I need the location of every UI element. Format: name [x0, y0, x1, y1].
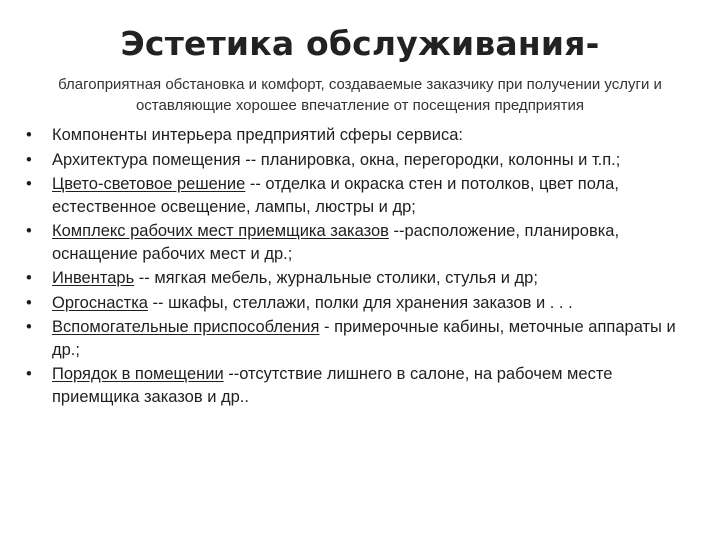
- item-text: Архитектура помещения -- планировка, окна, перегородки, колонны и т.п.;: [52, 150, 621, 169]
- item-text: -- мягкая мебель, журнальные столики, стулья и др;: [134, 269, 538, 287]
- item-term: Комплекс рабочих мест приемщика заказов: [52, 222, 389, 240]
- list-item: [20, 173, 700, 218]
- list-item: [20, 292, 700, 315]
- item-term: Цвето-световое решение: [52, 175, 246, 193]
- list-item: [20, 149, 700, 172]
- bullet-list: [20, 124, 700, 410]
- item-text: -- шкафы, стеллажи, полки для хранения заказов и . . .: [147, 293, 573, 312]
- list-item: [20, 363, 700, 408]
- item-term: Вспомогательные приспособления: [52, 318, 320, 336]
- item-text: --расположение, планировка, оснащение рабочих мест и др.;: [52, 222, 620, 263]
- list-item: [20, 267, 700, 290]
- bullet-icon: •: [26, 126, 32, 144]
- bullet-icon: •: [26, 175, 32, 193]
- item-text: - примерочные кабины, меточные аппараты и др.;: [52, 318, 676, 359]
- item-term: Инвентарь: [52, 269, 135, 287]
- bullet-icon: •: [26, 222, 32, 240]
- item-text: -- отделка и окраска стен и потолков, цвет пола, естественное освещение, лампы, люстры и др;: [52, 175, 619, 216]
- bullet-icon: •: [26, 318, 32, 336]
- slide-title: Эстетика обслуживания-: [120, 24, 600, 63]
- list-item: [20, 124, 700, 147]
- item-text: --отсутствие лишнего в салоне, на рабочем месте приемщика заказов и др..: [52, 365, 613, 406]
- slide-subtitle: благоприятная обстановка и комфорт, создаваемые заказчику при получении услуги и оставляющие хорошее впечатление от посещения предприятия: [58, 76, 662, 114]
- bullet-icon: •: [26, 269, 32, 287]
- item-term: Порядок в помещении: [52, 365, 224, 383]
- bullet-icon: •: [26, 293, 32, 312]
- bullet-icon: •: [26, 365, 32, 383]
- item-term: Оргоснастка: [52, 293, 148, 312]
- bullet-icon: •: [26, 150, 32, 169]
- list-item: [20, 316, 700, 361]
- item-text: Компоненты интерьера предприятий сферы сервиса:: [52, 126, 464, 144]
- list-item: [20, 220, 700, 265]
